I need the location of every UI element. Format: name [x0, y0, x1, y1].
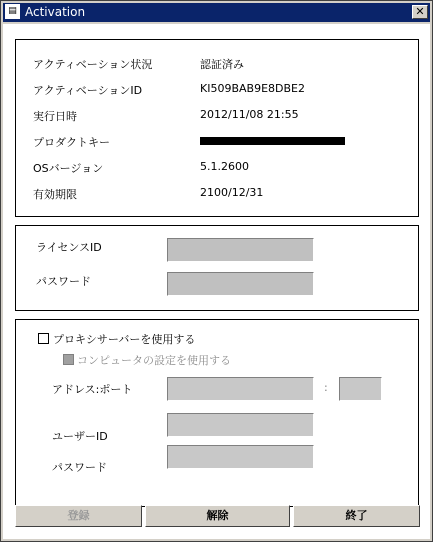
activation-id-value: KI509BAB9E8DBE2 — [200, 82, 305, 95]
activation-status-value: 認証済み — [200, 58, 244, 71]
address-port-label: アドレス:ポート — [52, 383, 133, 396]
execution-datetime-value: 2012/11/08 21:55 — [200, 108, 299, 121]
license-id-input[interactable] — [167, 238, 314, 262]
proxy-address-input[interactable] — [167, 377, 314, 401]
product-key-label: プロダクトキー — [33, 136, 110, 149]
execution-datetime-label: 実行日時 — [33, 110, 77, 123]
proxy-user-id-input[interactable] — [167, 413, 314, 437]
expiration-value: 2100/12/31 — [200, 186, 264, 199]
app-icon: ▤ — [5, 4, 20, 19]
use-proxy-checkbox[interactable] — [38, 333, 49, 344]
finish-button[interactable]: 終了 — [293, 505, 420, 527]
release-button[interactable]: 解除 — [145, 505, 290, 527]
activation-id-label: アクティベーションID — [33, 84, 143, 97]
license-group — [15, 225, 419, 311]
register-button[interactable]: 登録 — [15, 505, 142, 527]
proxy-password-label: パスワード — [52, 461, 107, 474]
window-title: Activation — [25, 5, 86, 19]
close-icon: ✕ — [415, 5, 425, 18]
proxy-password-input[interactable] — [167, 445, 314, 469]
proxy-group — [15, 319, 419, 507]
use-computer-settings-checkbox[interactable] — [63, 354, 74, 365]
license-password-label: パスワード — [36, 275, 91, 288]
use-proxy-label[interactable]: プロキシサーバーを使用する — [53, 333, 196, 346]
port-separator: : — [324, 381, 328, 394]
license-password-input[interactable] — [167, 272, 314, 296]
title-bar[interactable] — [3, 3, 430, 22]
proxy-user-id-label: ユーザーID — [52, 430, 108, 443]
os-version-value: 5.1.2600 — [200, 160, 249, 173]
os-version-label: OSバージョン — [33, 162, 104, 175]
product-key-redacted — [200, 137, 345, 145]
use-computer-settings-label: コンピュータの設定を使用する — [77, 354, 231, 367]
activation-status-label: アクティベーション状況 — [33, 58, 153, 71]
proxy-port-input[interactable] — [339, 377, 382, 401]
close-button[interactable] — [412, 5, 428, 19]
dialog-content — [3, 24, 430, 539]
expiration-label: 有効期限 — [33, 188, 77, 201]
license-id-label: ライセンスID — [36, 241, 102, 254]
activation-status-group — [15, 39, 419, 217]
